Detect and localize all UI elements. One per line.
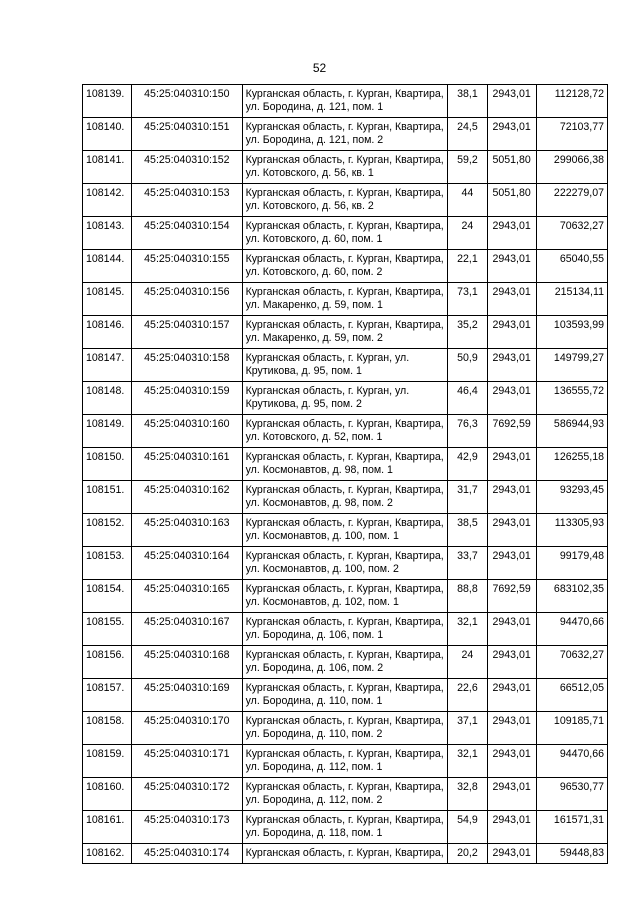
cadastral-value-cell: 161571,31 bbox=[536, 811, 607, 844]
row-number-cell: 108161. bbox=[83, 811, 132, 844]
address-cell: Курганская область, г. Курган, ул. Крутикова, д. 95, пом. 2 bbox=[242, 382, 448, 415]
rate-cell: 2943,01 bbox=[487, 283, 536, 316]
page-number: 52 bbox=[312, 61, 327, 75]
area-cell: 33,7 bbox=[448, 547, 487, 580]
row-number-cell: 108162. bbox=[83, 844, 132, 864]
cadastral-value-cell: 66512,05 bbox=[536, 679, 607, 712]
cadastral-value-cell: 136555,72 bbox=[536, 382, 607, 415]
row-number-cell: 108141. bbox=[83, 151, 132, 184]
cadastral-number-cell: 45:25:040310:153 bbox=[132, 184, 242, 217]
address-cell: Курганская область, г. Курган, Квартира, ул. Бородина, д. 106, пом. 1 bbox=[242, 613, 448, 646]
address-cell: Курганская область, г. Курган, Квартира, ул. Бородина, д. 121, пом. 1 bbox=[242, 85, 448, 118]
area-cell: 54,9 bbox=[448, 811, 487, 844]
cadastral-number-cell: 45:25:040310:154 bbox=[132, 217, 242, 250]
area-cell: 22,1 bbox=[448, 250, 487, 283]
address-cell: Курганская область, г. Курган, Квартира, ул. Котовского, д. 52, пом. 1 bbox=[242, 415, 448, 448]
cadastral-number-cell: 45:25:040310:170 bbox=[132, 712, 242, 745]
row-number-cell: 108153. bbox=[83, 547, 132, 580]
address-cell: Курганская область, г. Курган, Квартира, ул. Космонавтов, д. 98, пом. 1 bbox=[242, 448, 448, 481]
rate-cell: 2943,01 bbox=[487, 811, 536, 844]
table-row bbox=[83, 745, 608, 778]
row-number-cell: 108145. bbox=[83, 283, 132, 316]
address-cell: Курганская область, г. Курган, Квартира, ул. Котовского, д. 56, кв. 2 bbox=[242, 184, 448, 217]
cadastral-value-cell: 149799,27 bbox=[536, 349, 607, 382]
table-row bbox=[83, 382, 608, 415]
table-row bbox=[83, 646, 608, 679]
table-body bbox=[83, 85, 608, 864]
cadastral-number-cell: 45:25:040310:172 bbox=[132, 778, 242, 811]
table-row bbox=[83, 481, 608, 514]
cadastral-value-cell: 59448,83 bbox=[536, 844, 607, 864]
row-number-cell: 108154. bbox=[83, 580, 132, 613]
address-cell: Курганская область, г. Курган, Квартира, ул. Космонавтов, д. 98, пом. 2 bbox=[242, 481, 448, 514]
address-cell: Курганская область, г. Курган, Квартира, ул. Бородина, д. 106, пом. 2 bbox=[242, 646, 448, 679]
row-number-cell: 108147. bbox=[83, 349, 132, 382]
cadastral-value-cell: 683102,35 bbox=[536, 580, 607, 613]
cadastral-value-cell: 113305,93 bbox=[536, 514, 607, 547]
cadastral-number-cell: 45:25:040310:161 bbox=[132, 448, 242, 481]
address-cell: Курганская область, г. Курган, Квартира, ул. Котовского, д. 60, пом. 1 bbox=[242, 217, 448, 250]
rate-cell: 2943,01 bbox=[487, 250, 536, 283]
area-cell: 20,2 bbox=[448, 844, 487, 864]
row-number-cell: 108157. bbox=[83, 679, 132, 712]
cadastral-value-cell: 65040,55 bbox=[536, 250, 607, 283]
cadastral-value-cell: 215134,11 bbox=[536, 283, 607, 316]
row-number-cell: 108146. bbox=[83, 316, 132, 349]
cadastral-value-cell: 586944,93 bbox=[536, 415, 607, 448]
table-row bbox=[83, 514, 608, 547]
address-cell: Курганская область, г. Курган, Квартира, ул. Бородина, д. 112, пом. 1 bbox=[242, 745, 448, 778]
cadastral-number-cell: 45:25:040310:164 bbox=[132, 547, 242, 580]
area-cell: 88,8 bbox=[448, 580, 487, 613]
row-number-cell: 108143. bbox=[83, 217, 132, 250]
table-row bbox=[83, 415, 608, 448]
cadastral-number-cell: 45:25:040310:160 bbox=[132, 415, 242, 448]
table-row bbox=[83, 151, 608, 184]
rate-cell: 2943,01 bbox=[487, 679, 536, 712]
area-cell: 73,1 bbox=[448, 283, 487, 316]
address-cell: Курганская область, г. Курган, Квартира, ул. Макаренко, д. 59, пом. 1 bbox=[242, 283, 448, 316]
table-row bbox=[83, 85, 608, 118]
cadastral-number-cell: 45:25:040310:165 bbox=[132, 580, 242, 613]
cadastral-value-cell: 96530,77 bbox=[536, 778, 607, 811]
table-row bbox=[83, 184, 608, 217]
table-row bbox=[83, 811, 608, 844]
area-cell: 76,3 bbox=[448, 415, 487, 448]
cadastral-value-cell: 103593,99 bbox=[536, 316, 607, 349]
cadastral-number-cell: 45:25:040310:163 bbox=[132, 514, 242, 547]
rate-cell: 2943,01 bbox=[487, 547, 536, 580]
address-cell: Курганская область, г. Курган, Квартира, ул. Космонавтов, д. 102, пом. 1 bbox=[242, 580, 448, 613]
row-number-cell: 108150. bbox=[83, 448, 132, 481]
table-row bbox=[83, 448, 608, 481]
area-cell: 31,7 bbox=[448, 481, 487, 514]
cadastral-value-cell: 72103,77 bbox=[536, 118, 607, 151]
rate-cell: 2943,01 bbox=[487, 514, 536, 547]
table-row bbox=[83, 580, 608, 613]
address-cell: Курганская область, г. Курган, Квартира, ул. Бородина, д. 110, пом. 2 bbox=[242, 712, 448, 745]
address-cell: Курганская область, г. Курган, Квартира, ул. Космонавтов, д. 100, пом. 1 bbox=[242, 514, 448, 547]
cadastral-number-cell: 45:25:040310:157 bbox=[132, 316, 242, 349]
row-number-cell: 108142. bbox=[83, 184, 132, 217]
cadastral-number-cell: 45:25:040310:151 bbox=[132, 118, 242, 151]
area-cell: 38,5 bbox=[448, 514, 487, 547]
area-cell: 24 bbox=[448, 646, 487, 679]
area-cell: 38,1 bbox=[448, 85, 487, 118]
cadastral-value-cell: 94470,66 bbox=[536, 745, 607, 778]
table-row bbox=[83, 844, 608, 864]
rate-cell: 2943,01 bbox=[487, 844, 536, 864]
row-number-cell: 108158. bbox=[83, 712, 132, 745]
area-cell: 24 bbox=[448, 217, 487, 250]
row-number-cell: 108152. bbox=[83, 514, 132, 547]
rate-cell: 2943,01 bbox=[487, 745, 536, 778]
cadastral-number-cell: 45:25:040310:150 bbox=[132, 85, 242, 118]
cadastral-value-cell: 222279,07 bbox=[536, 184, 607, 217]
rate-cell: 2943,01 bbox=[487, 712, 536, 745]
table-row bbox=[83, 217, 608, 250]
table-row bbox=[83, 250, 608, 283]
area-cell: 24,5 bbox=[448, 118, 487, 151]
area-cell: 42,9 bbox=[448, 448, 487, 481]
address-cell: Курганская область, г. Курган, Квартира, ул. Бородина, д. 112, пом. 2 bbox=[242, 778, 448, 811]
cadastral-registry-table bbox=[82, 84, 608, 864]
rate-cell: 2943,01 bbox=[487, 613, 536, 646]
table-row bbox=[83, 712, 608, 745]
rate-cell: 7692,59 bbox=[487, 580, 536, 613]
address-cell: Курганская область, г. Курган, Квартира, ул. Котовского, д. 60, пом. 2 bbox=[242, 250, 448, 283]
area-cell: 44 bbox=[448, 184, 487, 217]
row-number-cell: 108139. bbox=[83, 85, 132, 118]
cadastral-number-cell: 45:25:040310:173 bbox=[132, 811, 242, 844]
cadastral-value-cell: 112128,72 bbox=[536, 85, 607, 118]
row-number-cell: 108149. bbox=[83, 415, 132, 448]
cadastral-number-cell: 45:25:040310:167 bbox=[132, 613, 242, 646]
rate-cell: 2943,01 bbox=[487, 448, 536, 481]
area-cell: 46,4 bbox=[448, 382, 487, 415]
rate-cell: 2943,01 bbox=[487, 382, 536, 415]
table-row bbox=[83, 547, 608, 580]
row-number-cell: 108160. bbox=[83, 778, 132, 811]
address-cell: Курганская область, г. Курган, Квартира, ул. Макаренко, д. 59, пом. 2 bbox=[242, 316, 448, 349]
cadastral-number-cell: 45:25:040310:156 bbox=[132, 283, 242, 316]
table-row bbox=[83, 349, 608, 382]
rate-cell: 2943,01 bbox=[487, 217, 536, 250]
rate-cell: 7692,59 bbox=[487, 415, 536, 448]
area-cell: 37,1 bbox=[448, 712, 487, 745]
address-cell: Курганская область, г. Курган, Квартира, ул. Бородина, д. 121, пом. 2 bbox=[242, 118, 448, 151]
cadastral-value-cell: 299066,38 bbox=[536, 151, 607, 184]
area-cell: 22,6 bbox=[448, 679, 487, 712]
table-row bbox=[83, 118, 608, 151]
table-row bbox=[83, 613, 608, 646]
row-number-cell: 108159. bbox=[83, 745, 132, 778]
address-cell: Курганская область, г. Курган, Квартира, ул. Бородина, д. 118, пом. 1 bbox=[242, 811, 448, 844]
cadastral-value-cell: 94470,66 bbox=[536, 613, 607, 646]
rate-cell: 2943,01 bbox=[487, 316, 536, 349]
cadastral-value-cell: 70632,27 bbox=[536, 217, 607, 250]
area-cell: 32,1 bbox=[448, 613, 487, 646]
area-cell: 50,9 bbox=[448, 349, 487, 382]
cadastral-number-cell: 45:25:040310:162 bbox=[132, 481, 242, 514]
rate-cell: 2943,01 bbox=[487, 778, 536, 811]
row-number-cell: 108155. bbox=[83, 613, 132, 646]
cadastral-number-cell: 45:25:040310:158 bbox=[132, 349, 242, 382]
rate-cell: 2943,01 bbox=[487, 646, 536, 679]
table-row bbox=[83, 283, 608, 316]
rate-cell: 2943,01 bbox=[487, 85, 536, 118]
row-number-cell: 108151. bbox=[83, 481, 132, 514]
rate-cell: 2943,01 bbox=[487, 118, 536, 151]
area-cell: 59,2 bbox=[448, 151, 487, 184]
area-cell: 35,2 bbox=[448, 316, 487, 349]
rate-cell: 5051,80 bbox=[487, 151, 536, 184]
cadastral-number-cell: 45:25:040310:168 bbox=[132, 646, 242, 679]
cadastral-value-cell: 99179,48 bbox=[536, 547, 607, 580]
row-number-cell: 108148. bbox=[83, 382, 132, 415]
cadastral-number-cell: 45:25:040310:152 bbox=[132, 151, 242, 184]
rate-cell: 2943,01 bbox=[487, 481, 536, 514]
table-row bbox=[83, 679, 608, 712]
cadastral-number-cell: 45:25:040310:169 bbox=[132, 679, 242, 712]
cadastral-number-cell: 45:25:040310:155 bbox=[132, 250, 242, 283]
address-cell: Курганская область, г. Курган, Квартира, ул. Котовского, д. 56, кв. 1 bbox=[242, 151, 448, 184]
address-cell: Курганская область, г. Курган, Квартира, ул. Космонавтов, д. 100, пом. 2 bbox=[242, 547, 448, 580]
cadastral-number-cell: 45:25:040310:171 bbox=[132, 745, 242, 778]
row-number-cell: 108144. bbox=[83, 250, 132, 283]
cadastral-value-cell: 70632,27 bbox=[536, 646, 607, 679]
address-cell: Курганская область, г. Курган, Квартира, bbox=[242, 844, 448, 864]
cadastral-value-cell: 126255,18 bbox=[536, 448, 607, 481]
table-row bbox=[83, 778, 608, 811]
area-cell: 32,1 bbox=[448, 745, 487, 778]
cadastral-value-cell: 109185,71 bbox=[536, 712, 607, 745]
cadastral-number-cell: 45:25:040310:159 bbox=[132, 382, 242, 415]
cadastral-value-cell: 93293,45 bbox=[536, 481, 607, 514]
cadastral-number-cell: 45:25:040310:174 bbox=[132, 844, 242, 864]
rate-cell: 5051,80 bbox=[487, 184, 536, 217]
rate-cell: 2943,01 bbox=[487, 349, 536, 382]
table-row bbox=[83, 316, 608, 349]
row-number-cell: 108156. bbox=[83, 646, 132, 679]
row-number-cell: 108140. bbox=[83, 118, 132, 151]
address-cell: Курганская область, г. Курган, ул. Крутикова, д. 95, пом. 1 bbox=[242, 349, 448, 382]
address-cell: Курганская область, г. Курган, Квартира, ул. Бородина, д. 110, пом. 1 bbox=[242, 679, 448, 712]
area-cell: 32,8 bbox=[448, 778, 487, 811]
